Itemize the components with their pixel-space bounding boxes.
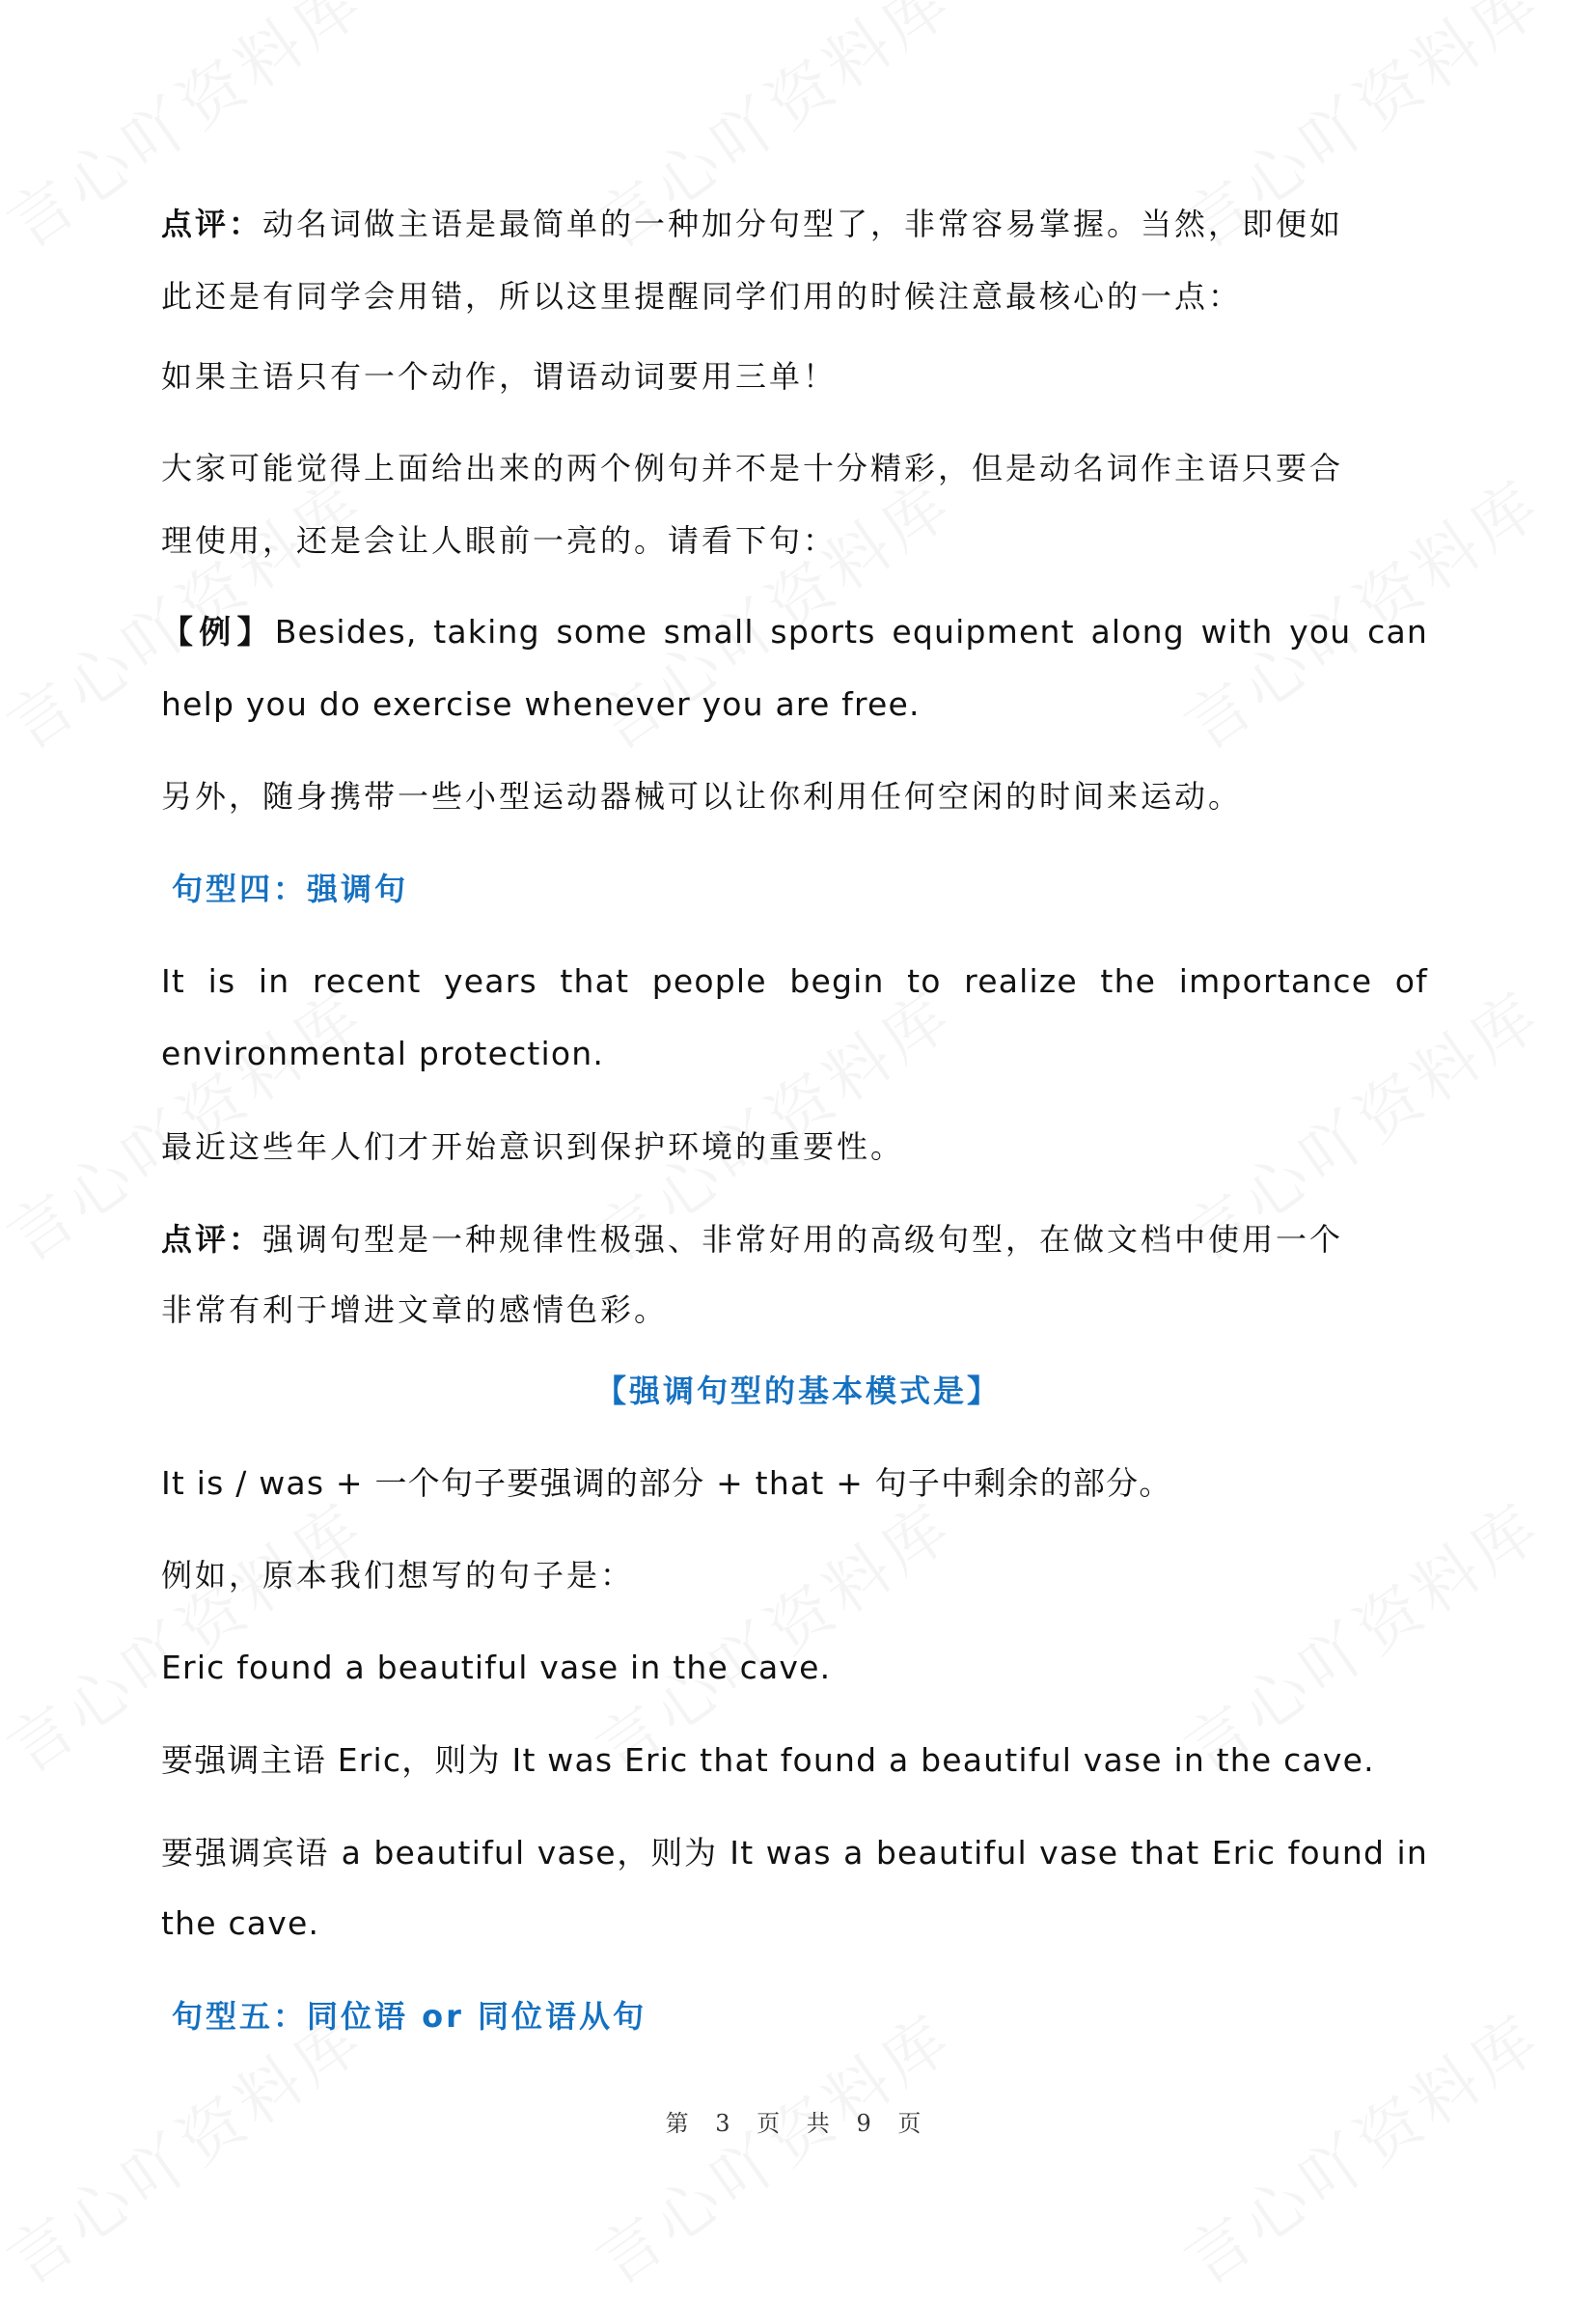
emphasize-object-line: the cave. xyxy=(161,1904,320,1942)
pattern-title: 【强调句型的基本模式是】 xyxy=(594,1373,1001,1409)
example-line xyxy=(161,611,1428,653)
emphasize-object-line: 要强调宾语 a beautiful vase，则为 It was a beautiful vase that Eric found in xyxy=(161,1834,1428,1872)
example-label: 【例】 xyxy=(161,613,275,651)
comment-label: 点评： xyxy=(161,1221,263,1258)
section-heading-5: 句型五：同位语 or 同位语从句 xyxy=(172,1998,647,2035)
pattern-formula: It is / was + 一个句子要强调的部分 + that + 句子中剩余的部分。 xyxy=(161,1464,1172,1502)
example-translation: 另外，随身携带一些小型运动器械可以让你利用任何空闲的时间来运动。 xyxy=(161,778,1243,815)
comment-text: 强调句型是一种规律性极强、非常好用的高级句型，在做文档中使用一个 xyxy=(262,1221,1344,1258)
comment-text: 动名词做主语是最简单的一种加分句型了，非常容易掌握。当然，即便如 xyxy=(262,206,1344,242)
comment-paragraph-line xyxy=(161,1218,1428,1261)
section-heading-4: 句型四：强调句 xyxy=(172,871,409,907)
example-sentence-line: environmental protection. xyxy=(161,1035,605,1072)
body-paragraph-line: 理使用，还是会让人眼前一亮的。请看下句： xyxy=(161,522,838,559)
comment-paragraph-line: 此还是有同学会用错，所以这里提醒同学们用的时候注意最核心的一点： xyxy=(161,278,1243,315)
example-line: help you do exercise whenever you are free. xyxy=(161,685,921,723)
example-translation: 最近这些年人们才开始意识到保护环境的重要性。 xyxy=(161,1128,905,1165)
comment-paragraph-line xyxy=(161,203,1428,245)
page-number-footer: 第 3 页 共 9 页 xyxy=(665,2110,931,2137)
example-text: Besides, taking some small sports equipment along with you can xyxy=(274,613,1428,651)
example-sentence-line: It is in recent years that people begin to realize the importance of xyxy=(161,962,1428,1000)
body-paragraph-line: 大家可能觉得上面给出来的两个例句并不是十分精彩，但是动名词作主语只要合 xyxy=(161,450,1344,486)
comment-label: 点评： xyxy=(161,206,263,242)
example-intro: 例如，原本我们想写的句子是： xyxy=(161,1557,635,1594)
comment-paragraph-line: 非常有利于增进文章的感情色彩。 xyxy=(161,1291,669,1328)
rule-text: 如果主语只有一个动作，谓语动词要用三单！ xyxy=(161,358,838,395)
emphasize-subject: 要强调主语 Eric，则为 It was Eric that found a beautiful vase in the cave. xyxy=(161,1741,1375,1779)
example-sentence: Eric found a beautiful vase in the cave. xyxy=(161,1649,832,1686)
